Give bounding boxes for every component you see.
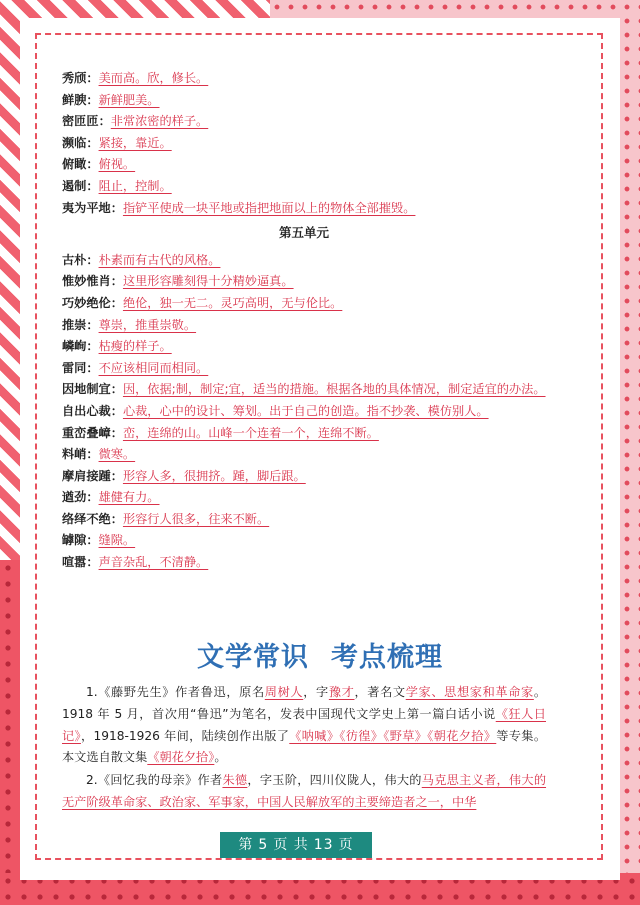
vocab-term: 罅隙 bbox=[62, 533, 87, 548]
vocab-definition: 心裁，心中的设计、筹划。出于自己的创造。指不抄袭、模仿别人。 bbox=[122, 403, 489, 418]
footer-prefix: 第 bbox=[238, 837, 254, 853]
para1-text: ，著名文 bbox=[354, 685, 406, 699]
vocab-definition: 绝伦，独一无二。灵巧高明，无与伦比。 bbox=[122, 295, 343, 310]
vocab-term: 夷为平地 bbox=[62, 200, 111, 215]
para2-text: 2.《回忆我的母亲》作者 bbox=[86, 773, 223, 787]
para1-highlight: 豫才 bbox=[328, 685, 355, 699]
background-dots-left bbox=[0, 560, 22, 905]
vocab-definition: 枯瘦的样子。 bbox=[98, 339, 172, 354]
para1-text: 。1918 年 5 月，首次用“鲁迅”为笔名，发表中国现代文学史上第一篇白话小说 bbox=[62, 685, 547, 721]
vocab-entry: 巧妙绝伦：绝伦，独一无二。灵巧高明，无与伦比。 bbox=[62, 295, 343, 310]
vocab-definition: 声音杂乱，不清静。 bbox=[98, 555, 209, 570]
para1-highlight: 《呐喊》《彷徨》《野草》《朝花夕拾》 bbox=[289, 728, 497, 743]
vocab-definition: 紧接，靠近。 bbox=[98, 135, 172, 150]
para1-highlight: 《狂人日记》 bbox=[62, 706, 546, 743]
vocab-entry: 重峦叠嶂：峦，连绵的山。山峰一个连着一个，连绵不断。 bbox=[62, 425, 379, 440]
vocab-definition: 俯视。 bbox=[98, 157, 136, 172]
vocab-term: 推崇 bbox=[62, 317, 87, 332]
vocab-entry: 古朴：朴素而有古代的风格。 bbox=[62, 252, 221, 267]
unit5-vocab bbox=[62, 250, 546, 574]
vocab-term: 因地制宜 bbox=[62, 382, 111, 397]
current-page: 5 bbox=[258, 837, 269, 853]
vocab-entry: 秀颀：美而高。欣，修长。 bbox=[62, 71, 209, 85]
para1-text: ，1918-1926 年间，陆续创作出版了 bbox=[80, 728, 290, 743]
paragraph-1 bbox=[62, 682, 546, 769]
vocab-entry: 嶙峋：枯瘦的样子。 bbox=[62, 339, 172, 354]
vocab-entry: 遒劲：雄健有力。 bbox=[62, 490, 160, 505]
para1-highlight: 学家、思想家和革命家 bbox=[405, 685, 534, 699]
vocab-entry: 遏制：阻止，控制。 bbox=[62, 178, 172, 193]
vocab-entry: 鲜腴：新鲜肥美。 bbox=[62, 92, 160, 107]
vocab-term: 俯瞰 bbox=[62, 157, 87, 172]
vocab-entry: 因地制宜：因，依据;制，制定;宜，适当的措施。根据各地的具体情况，制定适宜的办法。 bbox=[62, 382, 546, 397]
vocab-entry: 料峭：微寒。 bbox=[62, 447, 136, 462]
vocab-definition: 新鲜肥美。 bbox=[98, 92, 160, 107]
vocab-term: 巧妙绝伦 bbox=[62, 295, 111, 310]
background-dots-right bbox=[620, 0, 640, 905]
vocab-entry: 俯瞰：俯视。 bbox=[62, 157, 136, 172]
vocab-term: 濒临 bbox=[62, 135, 87, 150]
para1-text: 1.《藤野先生》作者鲁迅，原名 bbox=[86, 685, 265, 699]
vocab-entry: 密匝匝：非常浓密的样子。 bbox=[62, 114, 209, 129]
para2-highlight: 朱德 bbox=[222, 773, 248, 787]
para1-text: 。 bbox=[214, 750, 227, 765]
para1-highlight: 《朝花夕拾》 bbox=[147, 750, 215, 765]
vocab-term: 鲜腴 bbox=[62, 92, 87, 107]
vocab-term: 络绎不绝 bbox=[62, 511, 111, 526]
vocab-definition: 形容行人很多，往来不断。 bbox=[122, 511, 270, 526]
vocab-term: 遒劲 bbox=[62, 490, 87, 505]
vocab-definition: 美而高。欣，修长。 bbox=[98, 71, 209, 85]
vocab-definition: 这里形容雕刻得十分精妙逼真。 bbox=[122, 274, 294, 289]
vocab-entry: 络绎不绝：形容行人很多，往来不断。 bbox=[62, 511, 270, 526]
vocab-definition: 因，依据;制，制定;宜，适当的措施。根据各地的具体情况，制定适宜的办法。 bbox=[122, 382, 546, 397]
total-pages: 13 bbox=[313, 837, 334, 853]
para2-highlight: 马克思主义者，伟大的无产阶级革命家、政治家、军事家，中国人民解放军的主要缔造者之一，中华 bbox=[62, 773, 547, 809]
vocab-term: 自出心裁 bbox=[62, 403, 111, 418]
vocab-definition: 雄健有力。 bbox=[98, 490, 160, 505]
section-title bbox=[0, 635, 640, 674]
vocab-term: 惟妙惟肖 bbox=[62, 274, 111, 289]
vocab-term: 古朴 bbox=[62, 252, 87, 267]
para2-text: ，字玉阶，四川仪陇人，伟大的 bbox=[247, 773, 422, 787]
vocab-entry: 雷同：不应该相同而相同。 bbox=[62, 360, 209, 375]
page-number-badge bbox=[220, 832, 372, 858]
unit5-title: 第五单元 bbox=[278, 225, 329, 241]
paragraph-2 bbox=[62, 770, 546, 814]
vocab-entry: 摩肩接踵：形容人多，很拥挤。踵，脚后跟。 bbox=[62, 468, 306, 483]
vocab-term: 密匝匝 bbox=[62, 114, 99, 129]
vocab-term: 嶙峋 bbox=[62, 339, 87, 354]
vocab-term: 雷同 bbox=[62, 360, 87, 375]
vocab-definition: 不应该相同而相同。 bbox=[98, 360, 209, 375]
vocab-term: 秀颀 bbox=[62, 71, 87, 85]
footer-suffix: 页 bbox=[338, 837, 354, 853]
vocab-entry: 惟妙惟肖：这里形容雕刻得十分精妙逼真。 bbox=[62, 274, 294, 289]
vocab-entry: 喧嚣：声音杂乱，不清静。 bbox=[62, 555, 209, 570]
vocab-term: 摩肩接踵 bbox=[62, 468, 111, 483]
vocab-entry: 罅隙：缝隙。 bbox=[62, 533, 136, 548]
footer-middle: 页 共 bbox=[273, 837, 309, 853]
vocabulary-list bbox=[62, 68, 546, 574]
vocab-definition: 朴素而有古代的风格。 bbox=[98, 252, 221, 267]
vocab-entry: 濒临：紧接，靠近。 bbox=[62, 135, 172, 150]
unit4-vocab bbox=[62, 68, 546, 219]
vocab-definition: 非常浓密的样子。 bbox=[110, 114, 209, 129]
background-dots-top bbox=[270, 0, 640, 20]
vocab-definition: 微寒。 bbox=[98, 447, 136, 462]
para1-text: 等专集。本文选自散文集 bbox=[62, 728, 547, 765]
vocab-definition: 尊崇，推重崇敬。 bbox=[98, 317, 197, 332]
vocab-term: 重峦叠嶂 bbox=[62, 425, 111, 440]
para1-highlight: 周树人 bbox=[264, 685, 304, 699]
vocab-entry: 推崇：尊崇，推重崇敬。 bbox=[62, 317, 197, 332]
section-title-a: 文学常识 bbox=[197, 642, 309, 673]
section-title-b: 考点梳理 bbox=[331, 642, 443, 673]
vocab-definition: 形容人多，很拥挤。踵，脚后跟。 bbox=[122, 468, 306, 483]
vocab-definition: 指铲平使成一块平地或指把地面以上的物体全部摧毁。 bbox=[122, 200, 416, 215]
vocab-term: 料峭 bbox=[62, 447, 87, 462]
vocab-term: 遏制 bbox=[62, 178, 87, 193]
vocab-definition: 缝隙。 bbox=[98, 533, 136, 548]
vocab-entry: 夷为平地：指铲平使成一块平地或指把地面以上的物体全部摧毁。 bbox=[62, 200, 416, 215]
vocab-definition: 阻止，控制。 bbox=[98, 178, 172, 193]
vocab-term: 喧嚣 bbox=[62, 555, 87, 570]
vocab-entry: 自出心裁：心裁，心中的设计、筹划。出于自己的创造。指不抄袭、模仿别人。 bbox=[62, 403, 489, 418]
para1-text: ，字 bbox=[303, 685, 329, 699]
vocab-definition: 峦，连绵的山。山峰一个连着一个，连绵不断。 bbox=[122, 425, 379, 440]
